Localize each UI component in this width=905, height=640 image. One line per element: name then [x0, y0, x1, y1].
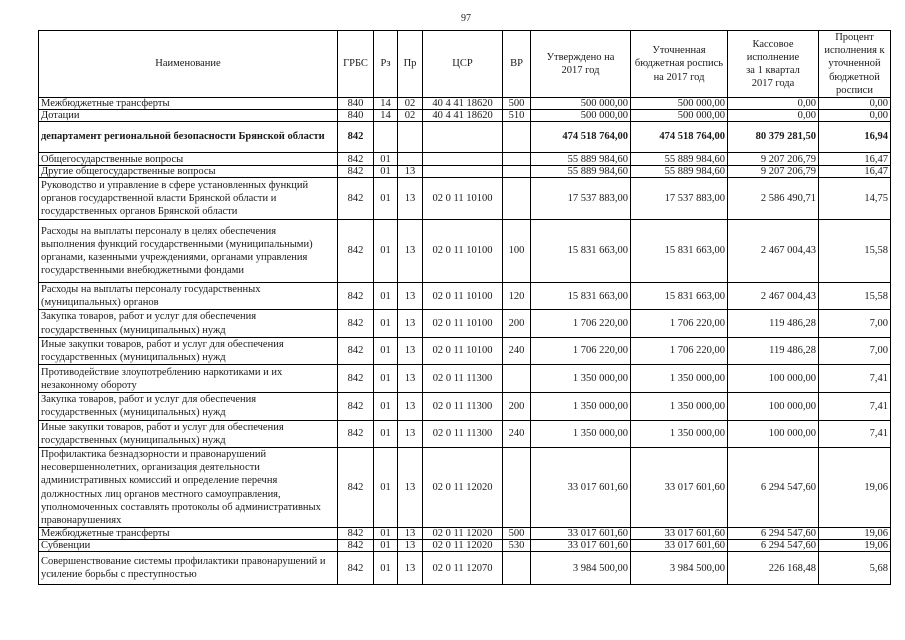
subsection-cell	[398, 122, 423, 153]
execution-percent-cell: 16,47	[819, 153, 891, 166]
approved-amount-cell: 1 350 000,00	[531, 393, 631, 420]
execution-percent-cell: 5,68	[819, 552, 891, 585]
approved-amount-cell: 500 000,00	[531, 110, 631, 122]
revised-amount-cell: 1 350 000,00	[631, 420, 728, 447]
target-article-cell	[423, 122, 503, 153]
revised-amount-cell: 55 889 984,60	[631, 166, 728, 178]
header-name: Наименование	[39, 31, 338, 98]
cash-execution-cell: 0,00	[728, 98, 819, 110]
cash-execution-cell: 6 294 547,60	[728, 528, 819, 540]
subsection-cell: 13	[398, 283, 423, 310]
header-grbs: ГРБС	[338, 31, 374, 98]
table-row	[39, 420, 891, 447]
grbs-cell: 842	[338, 393, 374, 420]
section-cell: 14	[374, 110, 398, 122]
expense-type-cell: 500	[503, 528, 531, 540]
expense-type-cell	[503, 365, 531, 393]
approved-amount-cell: 15 831 663,00	[531, 283, 631, 310]
row-name-cell: Руководство и управление в сфере установленных функций органов государственной власти Брянской области и государственных органов Брянской области	[39, 178, 338, 220]
row-name-cell: Другие общегосударственные вопросы	[39, 166, 338, 178]
revised-amount-cell: 15 831 663,00	[631, 283, 728, 310]
execution-percent-cell: 19,06	[819, 448, 891, 528]
revised-amount-cell: 1 706 220,00	[631, 337, 728, 364]
table-row	[39, 528, 891, 540]
section-cell: 01	[374, 420, 398, 447]
subsection-cell: 13	[398, 448, 423, 528]
execution-percent-cell: 14,75	[819, 178, 891, 220]
expense-type-cell: 510	[503, 110, 531, 122]
row-name-cell: Противодействие злоупотреблению наркотиками и их незаконному обороту	[39, 365, 338, 393]
grbs-cell: 842	[338, 122, 374, 153]
cash-execution-cell: 9 207 206,79	[728, 166, 819, 178]
grbs-cell: 840	[338, 110, 374, 122]
revised-amount-cell: 55 889 984,60	[631, 153, 728, 166]
target-article-cell: 02 0 11 10100	[423, 283, 503, 310]
execution-percent-cell: 15,58	[819, 220, 891, 283]
section-cell: 14	[374, 98, 398, 110]
subsection-cell: 02	[398, 98, 423, 110]
subsection-cell: 13	[398, 552, 423, 585]
table-header	[39, 31, 891, 98]
row-name-cell: Иные закупки товаров, работ и услуг для обеспечения государственных (муниципальных) нужд	[39, 420, 338, 447]
cash-execution-cell: 80 379 281,50	[728, 122, 819, 153]
cash-execution-cell: 100 000,00	[728, 420, 819, 447]
cash-execution-cell: 100 000,00	[728, 393, 819, 420]
target-article-cell: 02 0 11 10100	[423, 178, 503, 220]
subsection-cell: 13	[398, 420, 423, 447]
target-article-cell	[423, 166, 503, 178]
expense-type-cell: 100	[503, 220, 531, 283]
expense-type-cell	[503, 178, 531, 220]
expense-type-cell: 240	[503, 337, 531, 364]
table-row	[39, 365, 891, 393]
approved-amount-cell: 15 831 663,00	[531, 220, 631, 283]
section-cell: 01	[374, 552, 398, 585]
execution-percent-cell: 0,00	[819, 98, 891, 110]
row-name-cell: Расходы на выплаты персоналу государственных (муниципальных) органов	[39, 283, 338, 310]
header-subsection: Пр	[398, 31, 423, 98]
target-article-cell: 02 0 11 12020	[423, 448, 503, 528]
revised-amount-cell: 33 017 601,60	[631, 528, 728, 540]
cash-execution-cell: 100 000,00	[728, 365, 819, 393]
section-cell: 01	[374, 310, 398, 337]
table-row	[39, 283, 891, 310]
cash-execution-cell: 119 486,28	[728, 337, 819, 364]
expense-type-cell	[503, 448, 531, 528]
row-name-cell: Расходы на выплаты персоналу в целях обеспечения выполнения функций государственными (муниципальными) органами, казенными учреждениями, органами управления государственными внебюджетными фондами	[39, 220, 338, 283]
subsection-cell: 13	[398, 178, 423, 220]
header-execution-percent: Процент исполнения к уточненной бюджетной росписи	[819, 31, 891, 98]
execution-percent-cell: 15,58	[819, 283, 891, 310]
table-row	[39, 220, 891, 283]
approved-amount-cell: 33 017 601,60	[531, 448, 631, 528]
table-row	[39, 337, 891, 364]
execution-percent-cell: 7,41	[819, 365, 891, 393]
target-article-cell: 40 4 41 18620	[423, 98, 503, 110]
section-cell: 01	[374, 166, 398, 178]
approved-amount-cell: 3 984 500,00	[531, 552, 631, 585]
execution-percent-cell: 7,00	[819, 310, 891, 337]
header-cash-execution: Кассовое исполнение за 1 квартал 2017 года	[728, 31, 819, 98]
approved-amount-cell: 474 518 764,00	[531, 122, 631, 153]
expense-type-cell: 200	[503, 393, 531, 420]
header-approved: Утверждено на 2017 год	[531, 31, 631, 98]
row-name-cell: Субвенции	[39, 540, 338, 552]
expense-type-cell	[503, 552, 531, 585]
subsection-cell: 13	[398, 337, 423, 364]
cash-execution-cell: 226 168,48	[728, 552, 819, 585]
grbs-cell: 842	[338, 166, 374, 178]
expense-type-cell: 240	[503, 420, 531, 447]
row-name-cell: Дотации	[39, 110, 338, 122]
execution-percent-cell: 19,06	[819, 528, 891, 540]
revised-amount-cell: 15 831 663,00	[631, 220, 728, 283]
target-article-cell: 02 0 11 12020	[423, 528, 503, 540]
table-row	[39, 98, 891, 110]
execution-percent-cell: 16,94	[819, 122, 891, 153]
approved-amount-cell: 1 350 000,00	[531, 420, 631, 447]
target-article-cell: 02 0 11 10100	[423, 310, 503, 337]
row-name-cell: Межбюджетные трансферты	[39, 98, 338, 110]
header-target-article: ЦСР	[423, 31, 503, 98]
row-name-cell: Закупка товаров, работ и услуг для обеспечения государственных (муниципальных) нужд	[39, 310, 338, 337]
execution-percent-cell: 7,00	[819, 337, 891, 364]
grbs-cell: 842	[338, 420, 374, 447]
table-row	[39, 540, 891, 552]
subsection-cell: 13	[398, 166, 423, 178]
expense-type-cell	[503, 122, 531, 153]
grbs-cell: 842	[338, 178, 374, 220]
revised-amount-cell: 500 000,00	[631, 110, 728, 122]
section-cell: 01	[374, 178, 398, 220]
table-row	[39, 393, 891, 420]
target-article-cell: 02 0 11 12070	[423, 552, 503, 585]
table-row	[39, 178, 891, 220]
grbs-cell: 842	[338, 283, 374, 310]
revised-amount-cell: 33 017 601,60	[631, 448, 728, 528]
section-cell: 01	[374, 283, 398, 310]
approved-amount-cell: 500 000,00	[531, 98, 631, 110]
cash-execution-cell: 0,00	[728, 110, 819, 122]
revised-amount-cell: 33 017 601,60	[631, 540, 728, 552]
subsection-cell	[398, 153, 423, 166]
section-cell: 01	[374, 153, 398, 166]
subsection-cell: 13	[398, 310, 423, 337]
table-row	[39, 310, 891, 337]
section-cell	[374, 122, 398, 153]
row-name-cell: Межбюджетные трансферты	[39, 528, 338, 540]
approved-amount-cell: 55 889 984,60	[531, 153, 631, 166]
section-cell: 01	[374, 337, 398, 364]
section-cell: 01	[374, 448, 398, 528]
expense-type-cell: 500	[503, 98, 531, 110]
expense-type-cell: 530	[503, 540, 531, 552]
header-revised: Уточненная бюджетная роспись на 2017 год	[631, 31, 728, 98]
page-number: 97	[461, 13, 471, 24]
grbs-cell: 842	[338, 153, 374, 166]
cash-execution-cell: 6 294 547,60	[728, 448, 819, 528]
table-row	[39, 166, 891, 178]
revised-amount-cell: 3 984 500,00	[631, 552, 728, 585]
cash-execution-cell: 2 467 004,43	[728, 283, 819, 310]
approved-amount-cell: 1 706 220,00	[531, 310, 631, 337]
approved-amount-cell: 1 350 000,00	[531, 365, 631, 393]
approved-amount-cell: 33 017 601,60	[531, 540, 631, 552]
grbs-cell: 842	[338, 448, 374, 528]
cash-execution-cell: 9 207 206,79	[728, 153, 819, 166]
revised-amount-cell: 17 537 883,00	[631, 178, 728, 220]
row-name-cell: Совершенствование системы профилактики правонарушений и усиление борьбы с преступностью	[39, 552, 338, 585]
execution-percent-cell: 0,00	[819, 110, 891, 122]
expense-type-cell: 200	[503, 310, 531, 337]
target-article-cell: 02 0 11 10100	[423, 337, 503, 364]
target-article-cell: 02 0 11 11300	[423, 393, 503, 420]
grbs-cell: 842	[338, 552, 374, 585]
expense-type-cell	[503, 166, 531, 178]
approved-amount-cell: 1 706 220,00	[531, 337, 631, 364]
grbs-cell: 842	[338, 540, 374, 552]
execution-percent-cell: 7,41	[819, 420, 891, 447]
row-name-cell: Профилактика безнадзорности и правонарушений несовершеннолетних, организация деятельности административных комиссий и определение перечня должностных лиц органов местного самоуправления, уполномоченных составлять протоколы об административных правонарушениях	[39, 448, 338, 528]
cash-execution-cell: 119 486,28	[728, 310, 819, 337]
expense-type-cell: 120	[503, 283, 531, 310]
subsection-cell: 02	[398, 110, 423, 122]
target-article-cell: 02 0 11 10100	[423, 220, 503, 283]
subsection-cell: 13	[398, 220, 423, 283]
section-cell: 01	[374, 393, 398, 420]
table-row	[39, 110, 891, 122]
subsection-cell: 13	[398, 393, 423, 420]
grbs-cell: 840	[338, 98, 374, 110]
approved-amount-cell: 17 537 883,00	[531, 178, 631, 220]
revised-amount-cell: 1 350 000,00	[631, 365, 728, 393]
revised-amount-cell: 474 518 764,00	[631, 122, 728, 153]
cash-execution-cell: 6 294 547,60	[728, 540, 819, 552]
subsection-cell: 13	[398, 528, 423, 540]
subsection-cell: 13	[398, 540, 423, 552]
header-expense-type: ВР	[503, 31, 531, 98]
section-cell: 01	[374, 220, 398, 283]
expense-type-cell	[503, 153, 531, 166]
execution-percent-cell: 7,41	[819, 393, 891, 420]
department-row	[39, 122, 891, 153]
row-name-cell: Общегосударственные вопросы	[39, 153, 338, 166]
execution-percent-cell: 16,47	[819, 166, 891, 178]
row-name-cell: Закупка товаров, работ и услуг для обеспечения государственных (муниципальных) нужд	[39, 393, 338, 420]
grbs-cell: 842	[338, 528, 374, 540]
subsection-cell: 13	[398, 365, 423, 393]
budget-execution-table	[38, 30, 891, 585]
section-cell: 01	[374, 528, 398, 540]
table-row	[39, 552, 891, 585]
revised-amount-cell: 500 000,00	[631, 98, 728, 110]
target-article-cell: 02 0 11 12020	[423, 540, 503, 552]
grbs-cell: 842	[338, 337, 374, 364]
section-cell: 01	[374, 540, 398, 552]
target-article-cell	[423, 153, 503, 166]
table-row	[39, 153, 891, 166]
cash-execution-cell: 2 586 490,71	[728, 178, 819, 220]
row-name-cell: Иные закупки товаров, работ и услуг для обеспечения государственных (муниципальных) нужд	[39, 337, 338, 364]
approved-amount-cell: 55 889 984,60	[531, 166, 631, 178]
row-name-cell: департамент региональной безопасности Брянской области	[39, 122, 338, 153]
revised-amount-cell: 1 350 000,00	[631, 393, 728, 420]
revised-amount-cell: 1 706 220,00	[631, 310, 728, 337]
table-row	[39, 448, 891, 528]
grbs-cell: 842	[338, 220, 374, 283]
grbs-cell: 842	[338, 310, 374, 337]
cash-execution-cell: 2 467 004,43	[728, 220, 819, 283]
section-cell: 01	[374, 365, 398, 393]
target-article-cell: 02 0 11 11300	[423, 420, 503, 447]
header-section: Рз	[374, 31, 398, 98]
target-article-cell: 02 0 11 11300	[423, 365, 503, 393]
approved-amount-cell: 33 017 601,60	[531, 528, 631, 540]
target-article-cell: 40 4 41 18620	[423, 110, 503, 122]
execution-percent-cell: 19,06	[819, 540, 891, 552]
grbs-cell: 842	[338, 365, 374, 393]
